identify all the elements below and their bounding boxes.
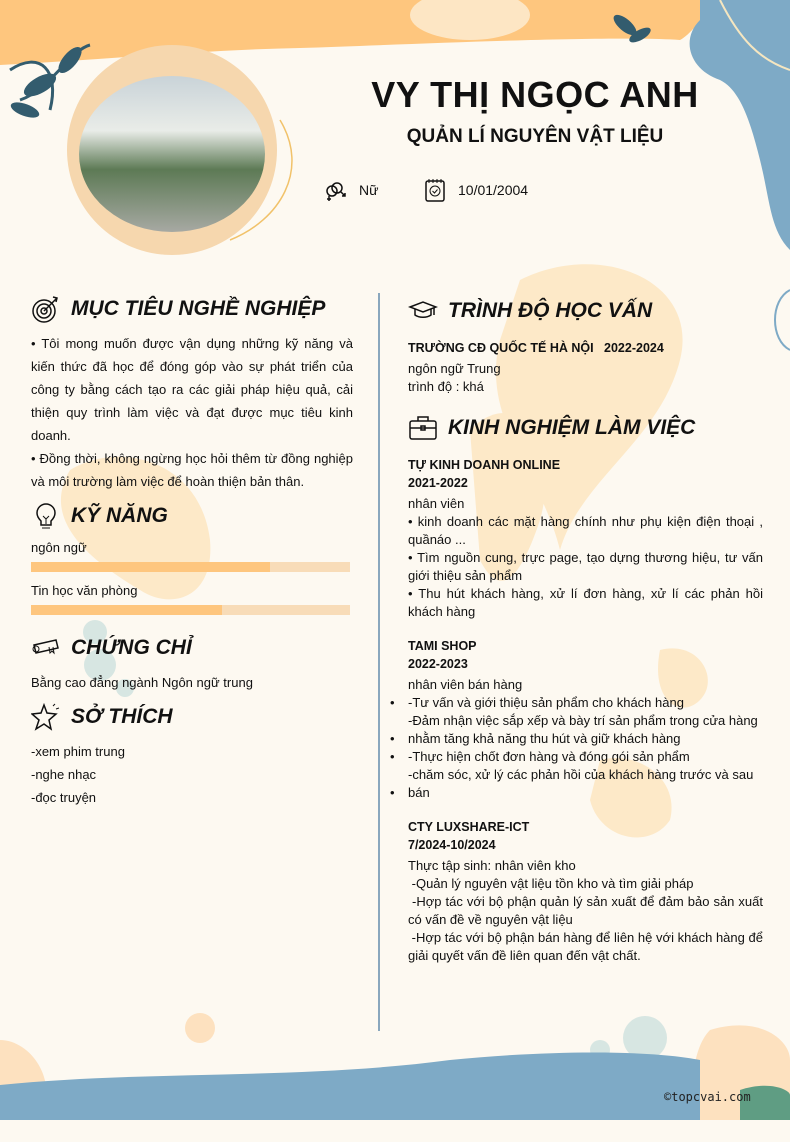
objective-heading [31, 294, 325, 324]
job-period: 2021-2022 [408, 476, 468, 490]
objective-line: • Đồng thời, không ngừng học hỏi thêm từ đồng nghiệp và môi trường làm việc để hoàn thiện bản thân. [31, 451, 353, 489]
skill-label: ngôn ngữ [31, 540, 87, 555]
skills-heading [31, 501, 168, 531]
job-entry [408, 456, 763, 621]
target-icon [31, 294, 61, 324]
education-entry [408, 339, 763, 396]
job-duty: • Tìm nguồn cung, trực page, tạo dựng thương hiệu, tư vấn giới thiệu sản phẩm [408, 550, 763, 583]
job-duty: -chăm sóc, xử lý các phản hồi của khách hàng trước và sau [408, 767, 754, 782]
education-heading [408, 296, 652, 326]
job-duty: • nhằm tăng khả năng thu hút và giữ khách hàng [408, 730, 763, 748]
objective-line: • Tôi mong muốn được vận dụng những kỹ năng và kiến thức đã học để đóng góp vào sự phát triển của công ty bằng cách tạo ra các giải pháp hiệu quả, cải thiện quy trình làm việc và đạt được mục tiêu kinh doanh. [31, 336, 353, 443]
job-duty: -Hợp tác với bộ phận quản lý sản xuất để đảm bảo sản xuất có vấn đề về nguyên vật liệu [408, 894, 767, 927]
hobby-item: -xem phim trung [31, 744, 125, 759]
job-position: nhân viên [408, 496, 465, 511]
hobbies-title: SỞ THÍCH [71, 705, 173, 728]
calendar-icon [424, 178, 446, 202]
experience-heading [408, 413, 695, 443]
job-position: nhân viên bán hàng [408, 677, 523, 692]
candidate-name: VY THỊ NGỌC ANH [371, 74, 699, 115]
dob-value: 10/01/2004 [458, 182, 529, 198]
job-period: 7/2024-10/2024 [408, 838, 496, 852]
education-major: ngôn ngữ Trung [408, 361, 501, 376]
job-entry [408, 637, 763, 802]
cert-item: Bằng cao đẳng ngành Ngôn ngữ trung [31, 675, 253, 690]
briefcase-icon [408, 413, 438, 443]
hobbies-list [31, 740, 125, 809]
diploma-icon [31, 633, 61, 663]
certs-title: CHỨNG CHỈ [71, 636, 192, 659]
school-name: TRƯỜNG CĐ QUỐC TẾ HÀ NỘI 2022-2024 [408, 341, 664, 355]
graduation-cap-icon [408, 296, 438, 326]
skills-title: KỸ NĂNG [71, 504, 168, 527]
job-duty: -Đảm nhận việc sắp xếp và bày trí sản phẩm trong cửa hàng [408, 713, 758, 728]
gender-value: Nữ [359, 182, 379, 198]
gender-info [323, 178, 378, 202]
objective-title: MỤC TIÊU NGHỀ NGHIỆP [71, 297, 326, 320]
job-company: TAMI SHOP [408, 639, 477, 653]
job-position: Thực tập sinh: nhân viên kho [408, 858, 576, 873]
star-icon [31, 702, 61, 732]
profile-photo [79, 76, 265, 232]
skill-bar-language [31, 562, 350, 572]
dob-info [424, 178, 528, 202]
job-duty: • Thu hút khách hàng, xử lí đơn hàng, xử lí các phản hồi khách hàng [408, 586, 763, 619]
certs-heading [31, 633, 192, 663]
education-grade: trình độ : khá [408, 379, 484, 394]
job-duty: -Hợp tác với bộ phận bán hàng để liên hệ với khách hàng để giải quyết vấn đề liên quan đến vật chất. [408, 930, 767, 963]
hobbies-heading [31, 702, 173, 732]
skill-bar-fill [31, 562, 270, 572]
job-duty: -Quản lý nguyên vật liệu tồn kho và tìm giải pháp [408, 876, 694, 891]
skill-label: Tin học văn phòng [31, 583, 138, 598]
job-company: TỰ KINH DOANH ONLINE [408, 458, 561, 472]
skill-bar-fill [31, 605, 222, 615]
job-duty: • kinh doanh các mặt hàng chính như phụ kiện điện thoại , quầnáo ... [408, 514, 763, 547]
experience-title: KINH NGHIỆM LÀM VIỆC [448, 416, 696, 439]
objective-text [31, 332, 353, 493]
gender-icon [323, 178, 347, 202]
hobby-item: -nghe nhạc [31, 767, 97, 782]
job-duty: • -Thực hiện chốt đơn hàng và đóng gói sản phẩm [408, 748, 763, 766]
skill-bar-office [31, 605, 350, 615]
lightbulb-icon [31, 501, 61, 531]
job-period: 2022-2023 [408, 657, 468, 671]
job-company: CTY LUXSHARE-ICT [408, 820, 530, 834]
education-title: TRÌNH ĐỘ HỌC VẤN [448, 299, 653, 322]
job-duty: • bán [408, 784, 763, 802]
job-duty: • -Tư vấn và giới thiệu sản phẩm cho khách hàng [408, 694, 763, 712]
job-entry [408, 818, 767, 965]
hobby-item: -đọc truyện [31, 790, 97, 805]
watermark: ©topcvai.com [664, 1090, 751, 1104]
column-divider [378, 293, 380, 1031]
job-title: QUẢN LÍ NGUYÊN VẬT LIỆU [406, 126, 664, 147]
